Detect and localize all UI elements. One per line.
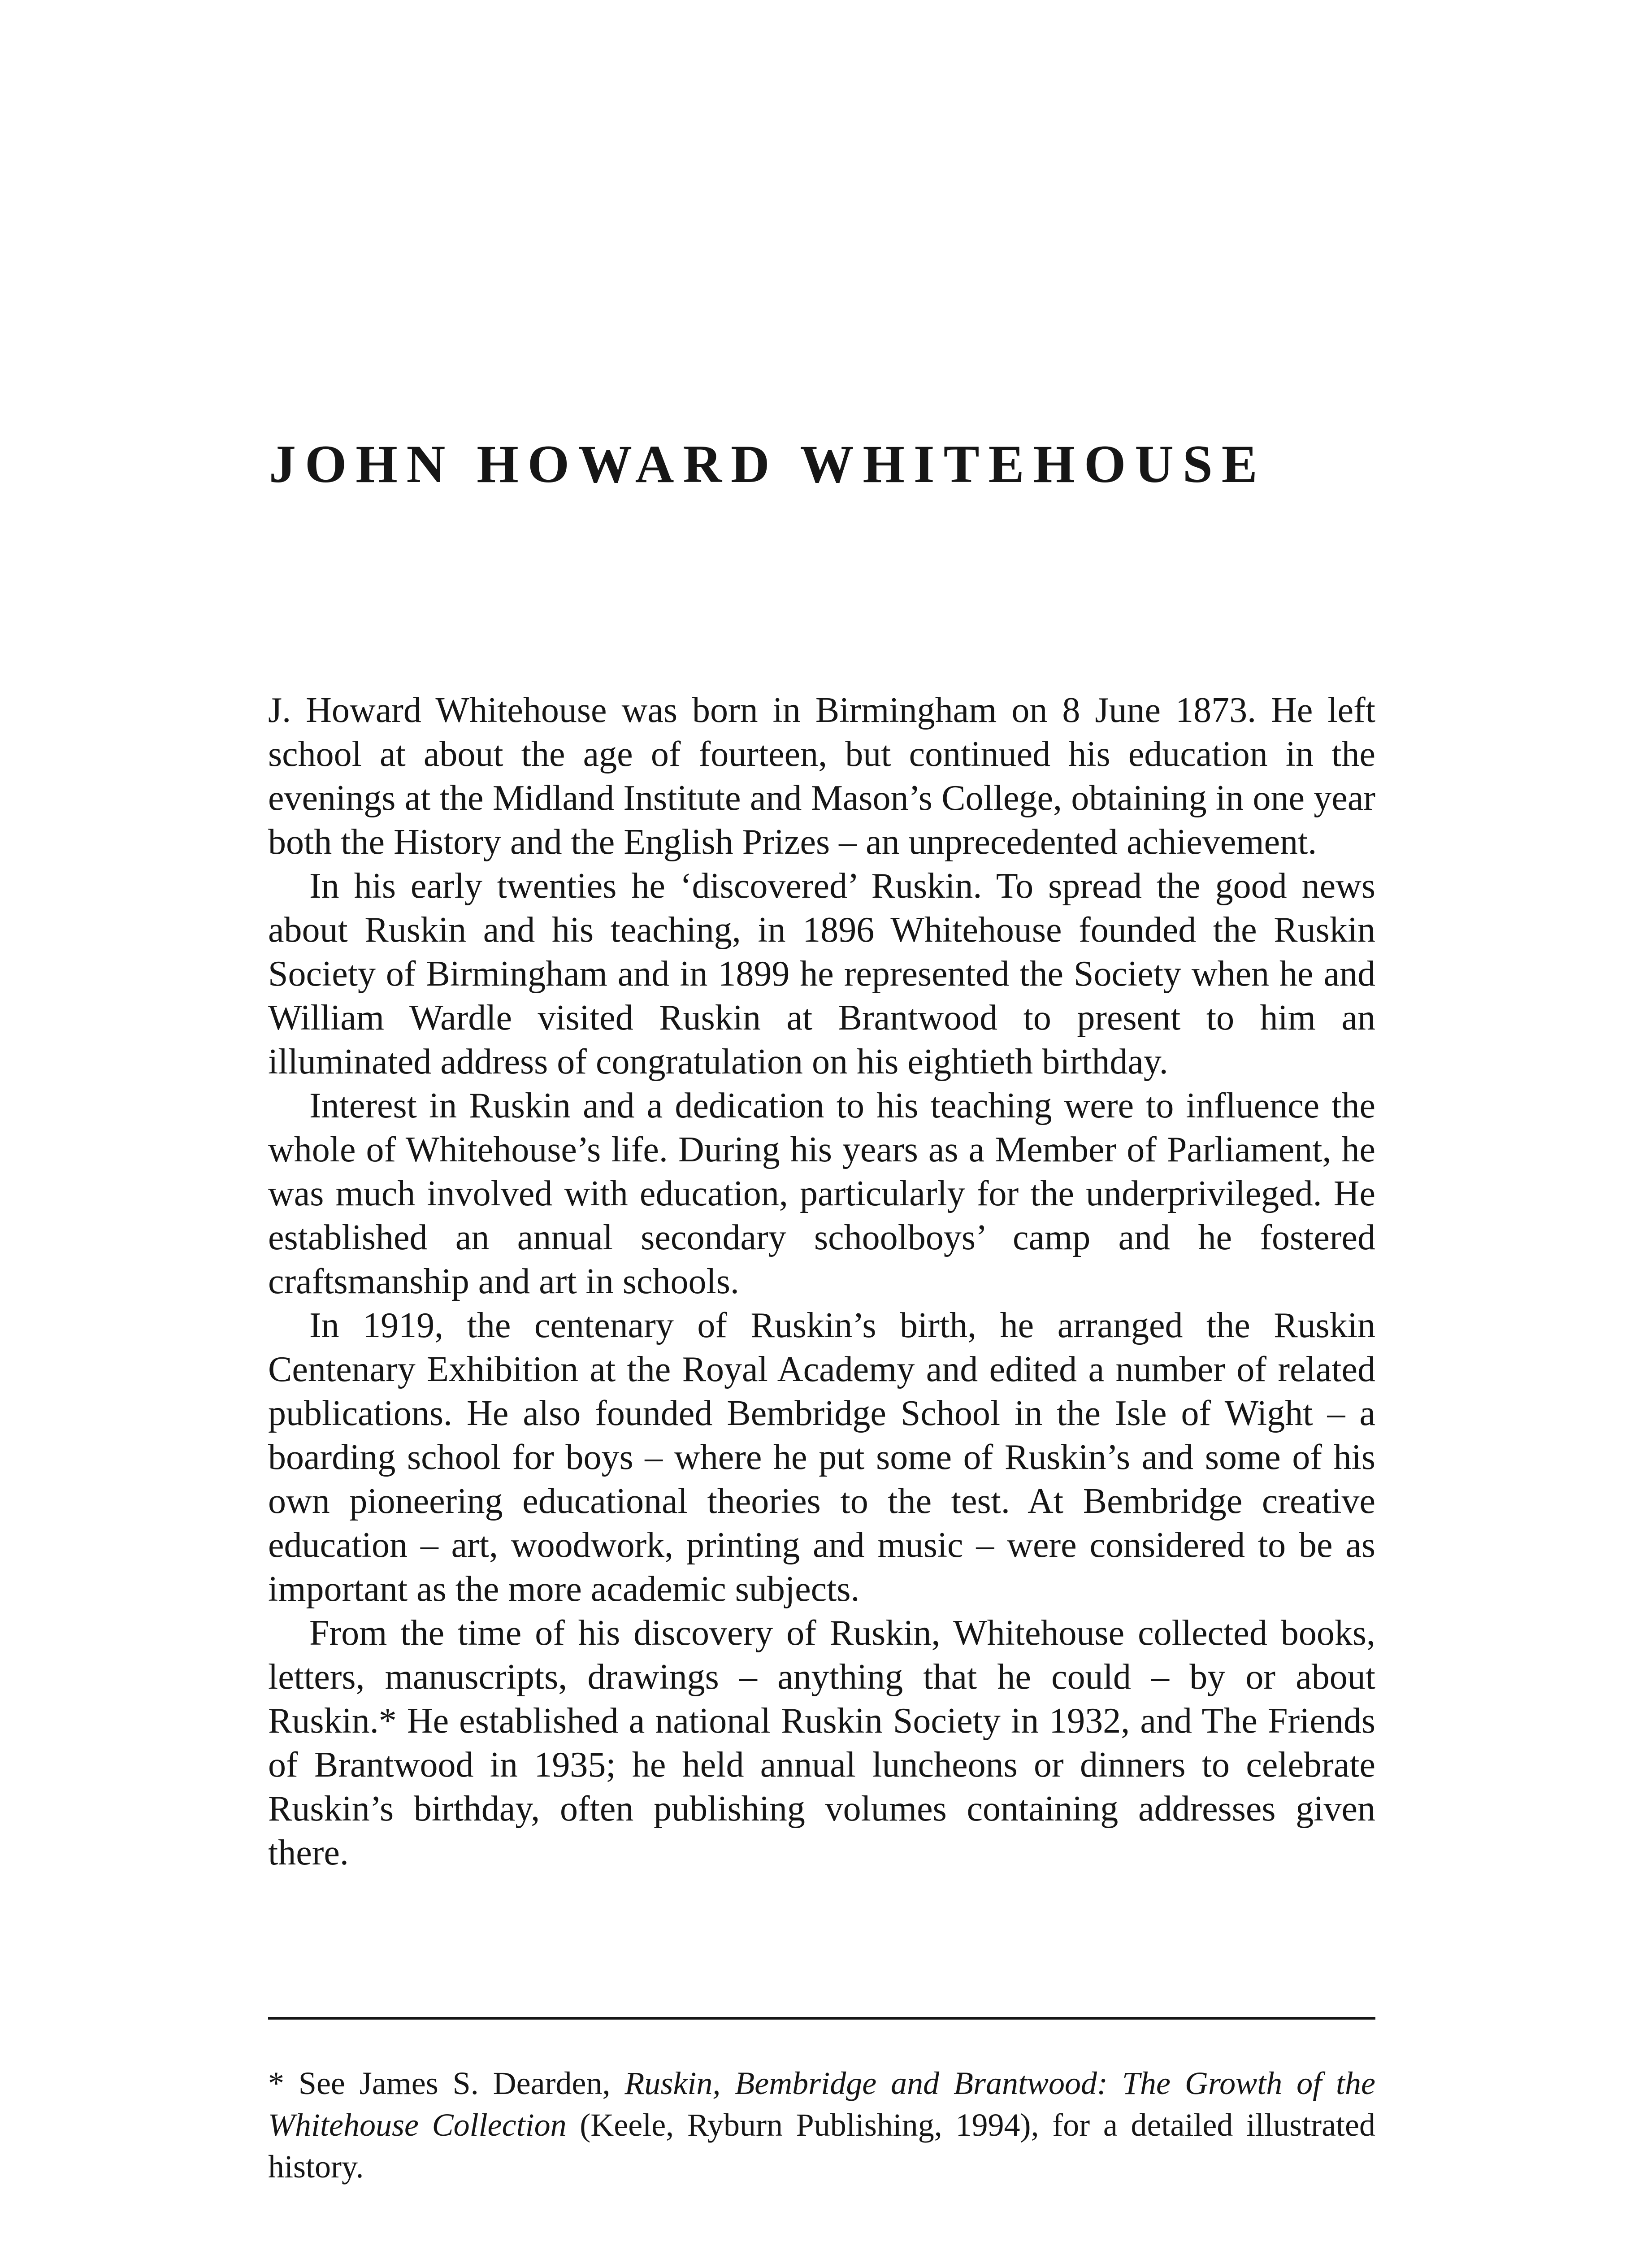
body-text	[268, 688, 1375, 1875]
paragraph-birth: J. Howard Whitehouse was born in Birmingham on 8 June 1873. He left school at about the age of fourteen, but continued his education in the evenings at the Midland Institute and Mason’s College, obtaining in one year both the History and the English Prizes – an unprecedented achievement.	[268, 691, 1375, 862]
paragraph-centenary: In 1919, the centenary of Ruskin’s birth, he arranged the Ruskin Centenary Exhibition at the Royal Academy and edited a number of related publications. He also founded Bembridge School in the Isle of Wight – a boarding school for boys – where he put some of Ruskin’s and some of his own pioneering educational theories to the test. At Bembridge creative education – art, woodwork, printing and music – were considered to be as important as the more academic subjects.	[268, 1306, 1375, 1609]
footnote-rest: (Keele, Ryburn Publishing, 1994), for a detailed illustrated history.	[268, 2107, 1375, 2185]
paragraph-influence: Interest in Ruskin and a dedication to his teaching were to influence the whole of Whitehouse’s life. During his years as a Member of Parliament, he was much involved with education, particularly for the underprivileged. He established an annual secondary schoolboys’ camp and he fostered craftsmanship and art in schools.	[268, 1086, 1375, 1301]
footnote-divider	[268, 2017, 1375, 2020]
chapter-title: JOHN HOWARD WHITEHOUSE	[269, 434, 1266, 494]
paragraph-collection: From the time of his discovery of Ruskin, Whitehouse collected books, letters, manuscripts, drawings – anything that he could – by or about Ruskin.* He established a national Ruskin Society in 1932, and The Friends of Brantwood in 1935; he held annual luncheons or dinners to celebrate Ruskin’s birthday, often publishing volumes containing addresses given there.	[268, 1613, 1375, 1873]
footnote	[268, 2063, 1375, 2188]
paragraph-discovered-ruskin: In his early twenties he ‘discovered’ Ruskin. To spread the good news about Ruskin and his teaching, in 1896 Whitehouse founded the Ruskin Society of Birmingham and in 1899 he represented the Society when he and William Wardle visited Ruskin at Brantwood to present to him an illuminated address of congratulation on his eightieth birthday.	[268, 866, 1375, 1082]
footnote-book-title: Ruskin, Bembridge and Brantwood: The Growth of the Whitehouse Collection	[268, 2065, 1375, 2143]
footnote-lead: * See James S. Dearden,	[268, 2065, 625, 2101]
